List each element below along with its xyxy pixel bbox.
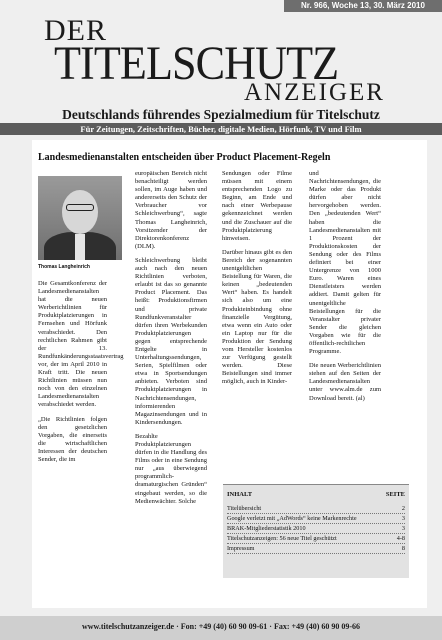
article-column-1 — [38, 280, 124, 470]
article-column-3 — [222, 170, 292, 392]
masthead-subtitle: Deutschlands führendes Spezialmedium für Titelschutz — [62, 107, 380, 122]
category-band: Für Zeitungen, Zeitschriften, Bücher, digitale Medien, Hörfunk, TV und Film — [0, 123, 442, 135]
paragraph: Die neuen Werberichtlinien stehen auf den Seiten der Landesmedienanstalten unter www.alm.de zum Download bereit. (al) — [309, 362, 381, 402]
paragraph: Darüber hinaus gibt es den Bereich der sogenannten unentgeltlichen Beistellung für Waren, die keinen „bedeutenden Wert“ haben. Es handelt sich also um eine Produkteinbindung ohne finanzielle Vergütung, etwa wenn ein Auto oder ein Laptop nur für die Produktion der Sendung vom Hersteller kostenlos zur Verfügung gestellt werden. Diese Beistellungen sind immer möglich, auch in Kinder- — [222, 248, 292, 386]
toc-row[interactable]: Titelübersicht 2 — [227, 505, 405, 512]
logo-der: DER — [44, 14, 107, 47]
logo-anzeiger: ANZEIGER — [244, 79, 385, 106]
masthead-logo — [0, 10, 442, 106]
paragraph: und Nachrichtensendungen, die Marke oder das Produkt dürfen aber nicht hervorgehoben werden. Den „bedeutenden Wert“ haben die Landesmedienanstalten mit 1 Prozent der Produktionskosten der Sendung oder des Films definiert bei einer Untergrenze von 1000 Euro. Waren eines Dienstleisters werden addiert. Damit gelten für unentgeltliche Beistellungen für die Veranstalter privater Sender die gleichen Vorgaben wie für die öffentlich-rechtlichen Programme. — [309, 170, 381, 356]
toc-title: INHALT — [227, 491, 253, 498]
paragraph: Bezahlte Produktplatzierungen dürfen in die Handlung des Films oder in eine Sendung nur „aus überwiegend programmlich-dramaturgischen Gründen“ eingebaut werden, so die Medienwächter. Solche — [135, 432, 207, 505]
table-of-contents — [223, 484, 409, 578]
article-column-4 — [309, 170, 381, 409]
toc-row[interactable]: BRAK-Mitgliederstatistik 2010 3 — [227, 525, 405, 532]
toc-page-header: SEITE — [385, 491, 405, 498]
article-headline: Landesmedienanstalten entscheiden über Product Placement-Regeln — [38, 152, 331, 163]
logo-titelschutz: TITELSCHUTZ — [54, 37, 339, 90]
toc-row[interactable]: Impressum 8 — [227, 545, 405, 552]
footer-bar — [0, 616, 442, 640]
paragraph: Schleichwerbung bleibt auch nach den neuen Richtlinien verboten, erlaubt ist das so genannte Product Placement. Das heißt: Produktionsfirmen und private Rundfunkveranstalter dürfen ihren Werbekunden Produktplatzierungen gegen entsprechende Entgelte in Unterhaltungssendungen, Serien, Spielfilmen oder etwa in Sportsendungen anbieten. Verboten sind Produktplatzierungen in Nachrichtensendungen, informierenden Magazinsendungen und in Kindersendungen. — [135, 256, 207, 426]
photo-caption: Thomas Langheinrich — [38, 264, 90, 270]
paragraph: Sendungen oder Filme müssen mit einem entsprechenden Logo zu Beginn, am Ende und nach einer Werbepause gekennzeichnet werden und die Zuschauer auf die Produktplatzierung hinweisen. — [222, 170, 292, 242]
paragraph: europäischen Bereich nicht benachteiligt werden sollen, im Auge haben und andererseits den Schutz der Verbraucher vor Schleichwerbung“, sagte Thomas Langheinrich, Vorsitzender der Direktorenkonferenz (DLM). — [135, 170, 207, 250]
paragraph: Die Gesamtkonferenz der Landesmedienanstalten hat die neuen Werberichtlinien für Produktplatzierungen in Fernsehen und Hörfunk verabschiedet. Den rechtlichen Rahmen gibt der 13. Rundfunkänderungsstaatsvertrag vor, der im April 2010 in Kraft tritt. Die neuen Richtlinien müssen nun noch von den einzelnen Landesmedienanstalten verabschiedet werden. — [38, 280, 124, 409]
portrait-photo — [38, 176, 122, 260]
article-area — [32, 140, 427, 608]
footer-contact[interactable]: www.titelschutzanzeiger.de · Fon: +49 (40) 60 90 09-61 · Fax: +49 (40) 60 90 09-66 — [81, 622, 361, 631]
paragraph: „Die Richtlinien folgen den gesetzlichen Vorgaben, die einerseits die wirtschaftlichen Interessen der deutschen Sender, die im — [38, 415, 107, 463]
toc-row[interactable]: Google verletzt mit „AdWords“ keine Markenrechte 3 — [227, 515, 405, 522]
issue-label: Nr. 966, Woche 13, 30. März 2010 — [284, 0, 442, 12]
toc-row[interactable]: Titelschutzanzeigen: 56 neue Titel geschützt 4-8 — [227, 535, 405, 542]
article-column-2 — [135, 170, 207, 512]
